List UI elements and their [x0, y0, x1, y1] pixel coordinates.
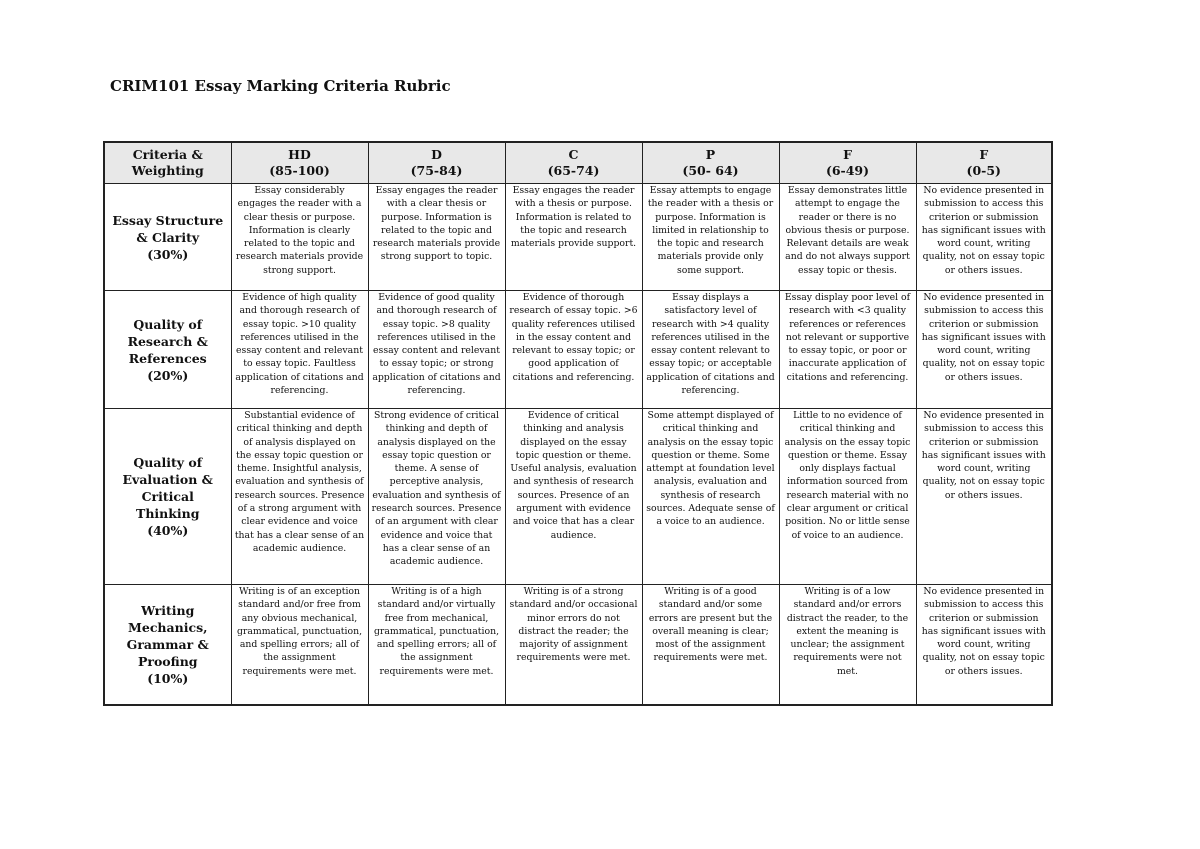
rubric-cell: Essay demonstrates little attempt to engage the reader or there is no obvious thesis or purpose. Relevant details are weak and do not always support essay topic or thesis. [779, 184, 916, 291]
rubric-cell: No evidence presented in submission to access this criterion or submission has significant issues with word count, writing quality, not on essay topic or others issues. [916, 409, 1052, 585]
header-c: C (65-74) [505, 142, 642, 184]
rubric-cell: Some attempt displayed of critical thinking and analysis on the essay topic question or theme. Some attempt at foundation level analysis, evaluation and synthesis of research sources. Adequate sense of a voice to an audience. [642, 409, 779, 585]
header-p: P (50- 64) [642, 142, 779, 184]
rubric-cell: Evidence of thorough research of essay topic. >6 quality references utilised in the essay content and relevant to essay topic; or good application of citations and referencing. [505, 291, 642, 409]
rubric-cell: Strong evidence of critical thinking and depth of analysis displayed on the essay topic question or theme. A sense of perceptive analysis, evaluation and synthesis of research sources. Presence of an argument with clear evidence and voice that has a clear sense of an academic audience. [368, 409, 505, 585]
rubric-table [103, 141, 1053, 706]
rubric-cell: No evidence presented in submission to access this criterion or submission has significant issues with word count, writing quality, not on essay topic or others issues. [916, 291, 1052, 409]
table-row [104, 184, 1052, 291]
criterion-cell: Writing Mechanics, Grammar & Proofing (10%) [104, 585, 231, 705]
table-row [104, 291, 1052, 409]
table-row [104, 585, 1052, 705]
header-d: D (75-84) [368, 142, 505, 184]
criterion-cell: Essay Structure & Clarity (30%) [104, 184, 231, 291]
rubric-cell: Writing is of an exception standard and/or free from any obvious mechanical, grammatical, punctuation, and spelling errors; all of the assignment requirements were met. [231, 585, 368, 705]
rubric-cell: Essay display poor level of research with <3 quality references or references not relevant or supportive to essay topic, or poor or inaccurate application of citations and referencing. [779, 291, 916, 409]
rubric-cell: Evidence of high quality and thorough research of essay topic. >10 quality references utilised in the essay content and relevant to essay topic. Faultless application of citations and referencing. [231, 291, 368, 409]
rubric-cell: No evidence presented in submission to access this criterion or submission has significant issues with word count, writing quality, not on essay topic or others issues. [916, 184, 1052, 291]
rubric-cell: Evidence of good quality and thorough research of essay topic. >8 quality references utilised in the essay content and relevant to essay topic; or strong application of citations and referencing. [368, 291, 505, 409]
rubric-cell: Substantial evidence of critical thinking and depth of analysis displayed on the essay topic question or theme. Insightful analysis, evaluation and synthesis of research sources. Presence of a strong argument with clear evidence and voice that has a clear sense of an academic audience. [231, 409, 368, 585]
rubric-cell: No evidence presented in submission to access this criterion or submission has significant issues with word count, writing quality, not on essay topic or others issues. [916, 585, 1052, 705]
rubric-cell: Essay displays a satisfactory level of research with >4 quality references utilised in the essay content relevant to essay topic; or acceptable application of citations and referencing. [642, 291, 779, 409]
rubric-cell: Essay engages the reader with a clear thesis or purpose. Information is related to the topic and research materials provide strong support to topic. [368, 184, 505, 291]
rubric-cell: Essay attempts to engage the reader with a thesis or purpose. Information is limited in relationship to the topic and research materials provide only some support. [642, 184, 779, 291]
header-hd: HD (85-100) [231, 142, 368, 184]
table-row [104, 409, 1052, 585]
header-f-low: F (6-49) [779, 142, 916, 184]
document-title: CRIM101 Essay Marking Criteria Rubric [110, 77, 451, 95]
rubric-cell: Essay considerably engages the reader with a clear thesis or purpose. Information is clearly related to the topic and research materials provide strong support. [231, 184, 368, 291]
rubric-cell: Essay engages the reader with a thesis or purpose. Information is related to the topic and research materials provide support. [505, 184, 642, 291]
header-f-zero: F (0-5) [916, 142, 1052, 184]
rubric-cell: Writing is of a high standard and/or virtually free from mechanical, grammatical, punctuation, and spelling errors; all of the assignment requirements were met. [368, 585, 505, 705]
rubric-cell: Writing is of a low standard and/or errors distract the reader, to the extent the meaning is unclear; the assignment requirements were not met. [779, 585, 916, 705]
rubric-cell: Evidence of critical thinking and analysis displayed on the essay topic question or theme. Useful analysis, evaluation and synthesis of research sources. Presence of an argument with evidence and voice that has a clear audience. [505, 409, 642, 585]
criterion-cell: Quality of Research & References (20%) [104, 291, 231, 409]
rubric-cell: Little to no evidence of critical thinking and analysis on the essay topic question or theme. Essay only displays factual information sourced from research material with no clear argument or critical position. No or little sense of voice to an audience. [779, 409, 916, 585]
rubric-cell: Writing is of a good standard and/or some errors are present but the overall meaning is clear; most of the assignment requirements were met. [642, 585, 779, 705]
rubric-cell: Writing is of a strong standard and/or occasional minor errors do not distract the reader; the majority of assignment requirements were met. [505, 585, 642, 705]
header-criteria: Criteria & Weighting [104, 142, 231, 184]
criterion-cell: Quality of Evaluation & Critical Thinking (40%) [104, 409, 231, 585]
header-row [104, 142, 1052, 184]
